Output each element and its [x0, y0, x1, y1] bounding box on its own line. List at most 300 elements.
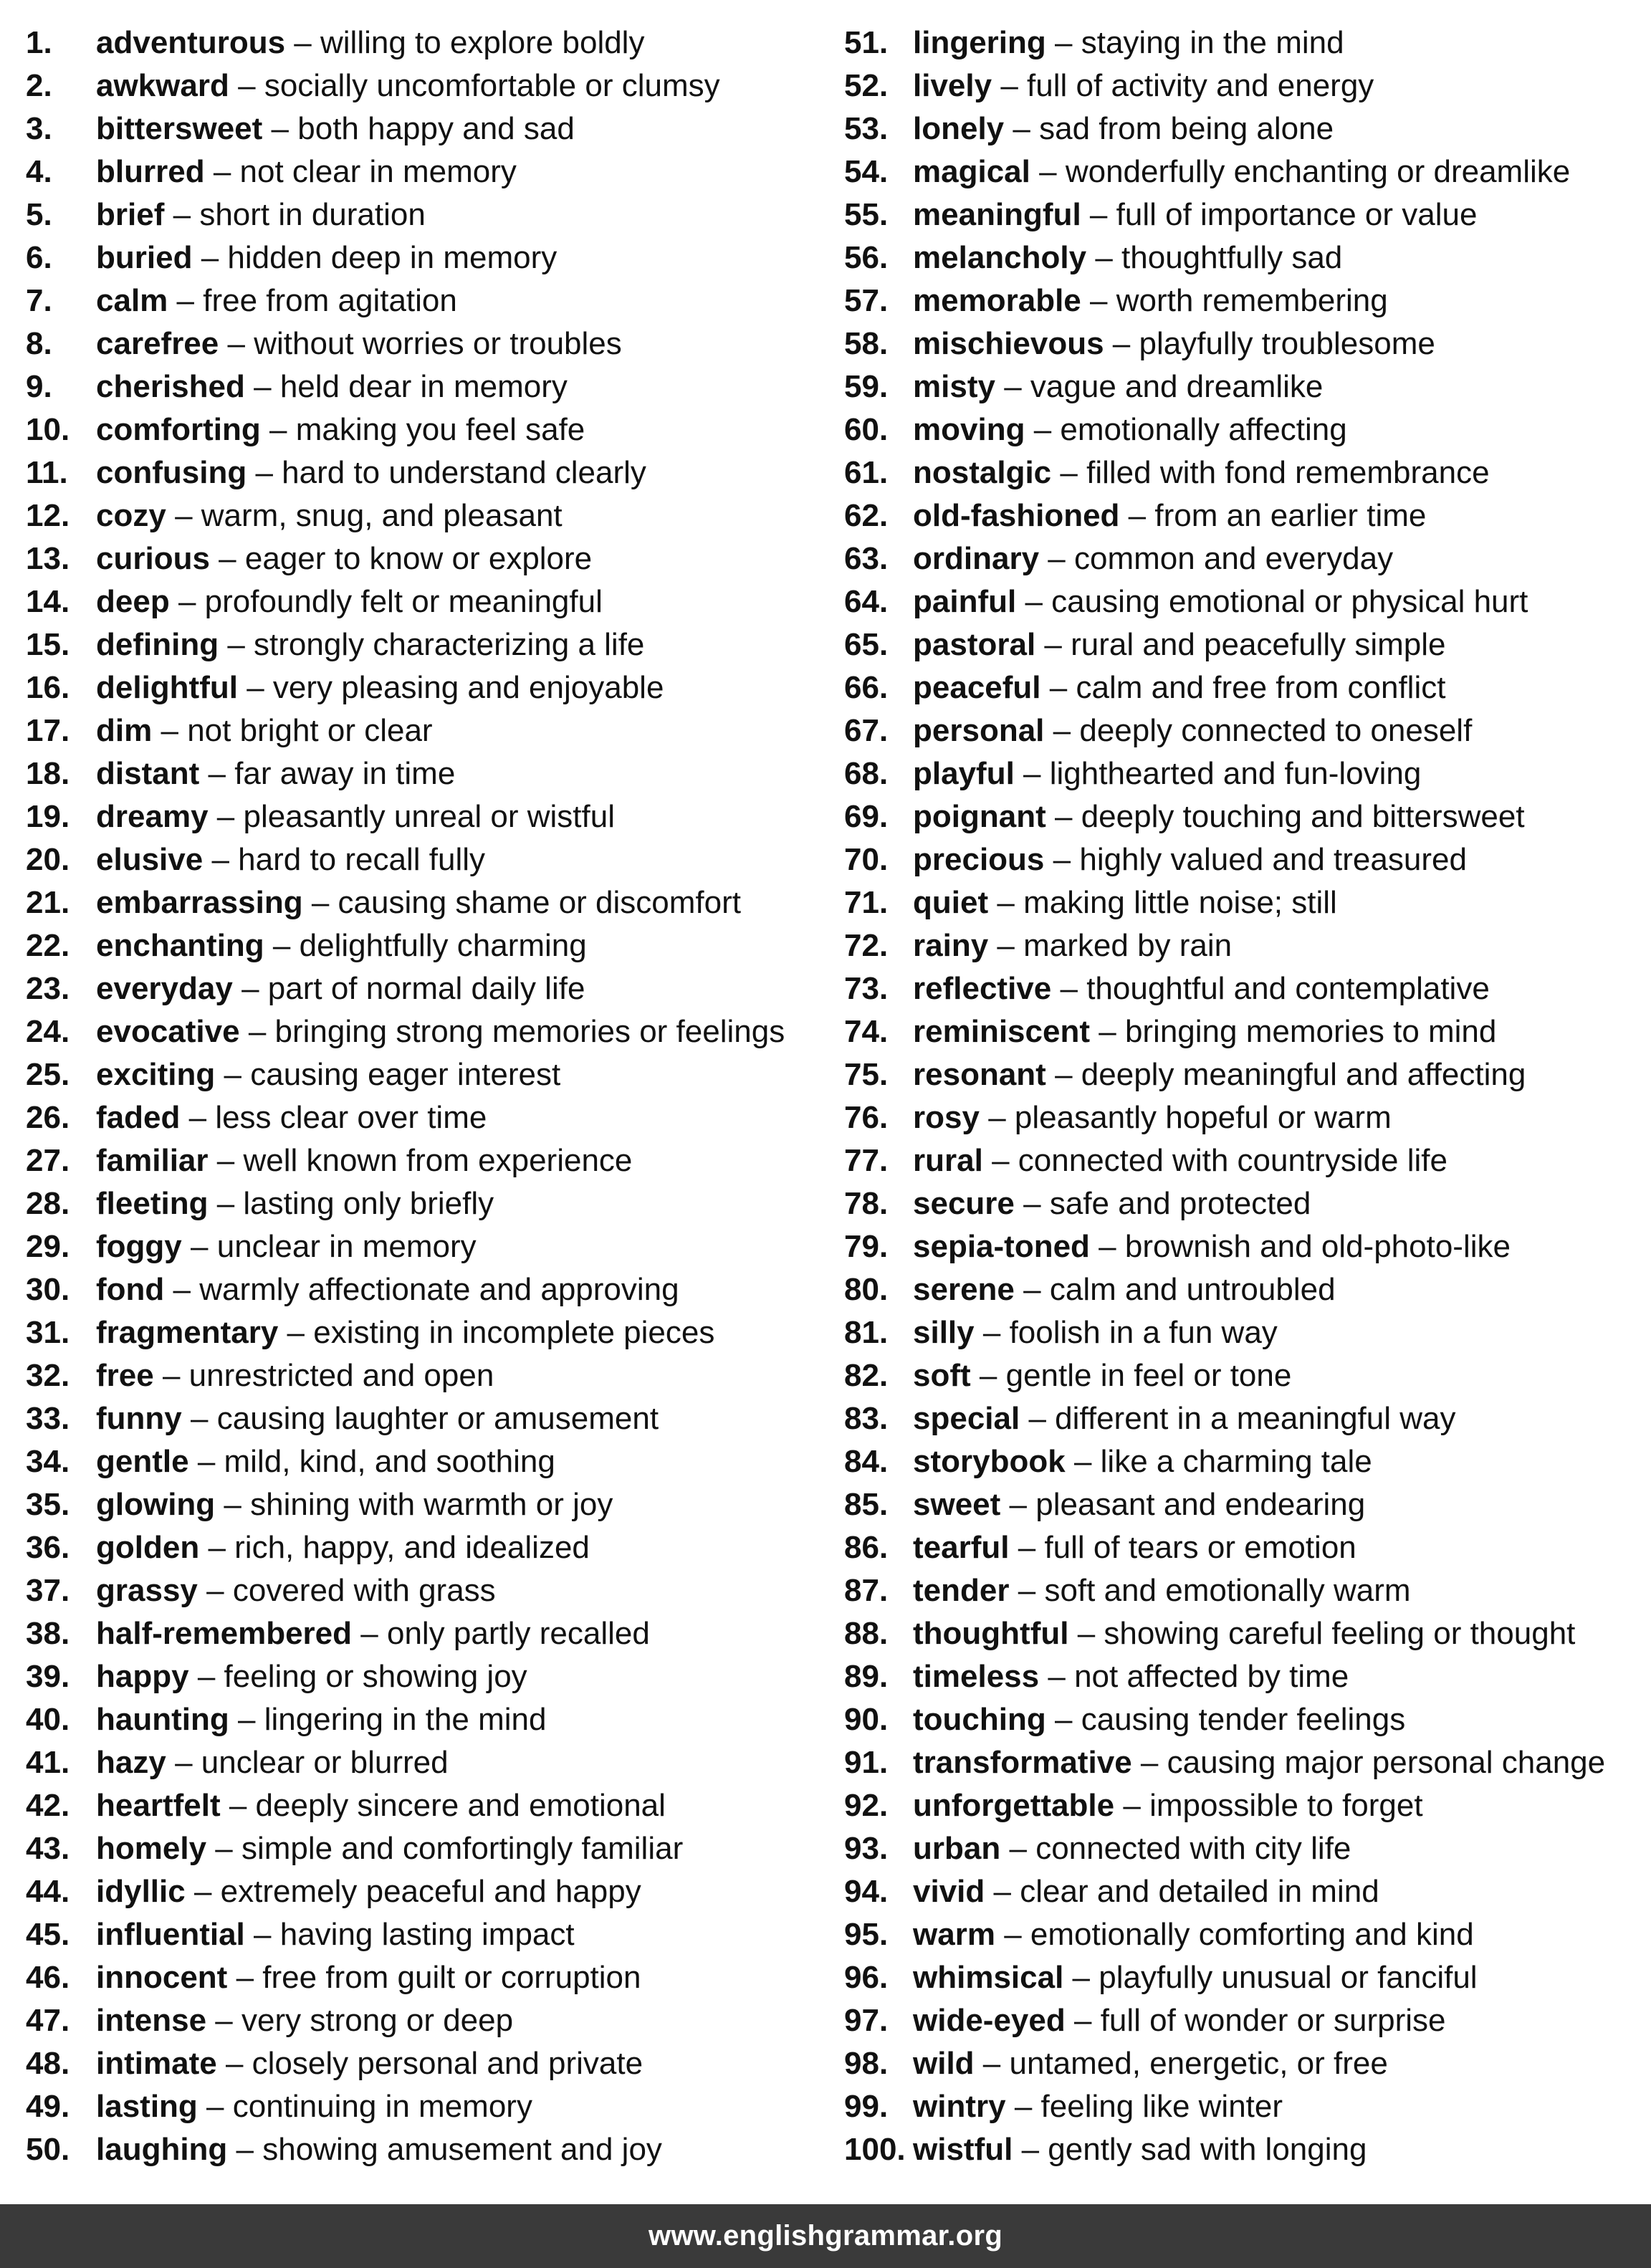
item-definition: making little noise; still	[1023, 885, 1337, 920]
item-word: memorable	[913, 283, 1081, 318]
list-item	[26, 924, 836, 967]
list-item	[26, 1354, 836, 1397]
item-separator: –	[215, 2003, 233, 2038]
item-number: 12.	[26, 498, 70, 533]
item-definition: showing careful feeling or thought	[1104, 1616, 1576, 1651]
item-definition: playfully unusual or fanciful	[1099, 1960, 1478, 1995]
item-definition: wonderfully enchanting or dreamlike	[1065, 154, 1571, 189]
item-separator: –	[216, 1143, 235, 1178]
list-item	[844, 1397, 1647, 1440]
item-definition: deeply touching and bittersweet	[1081, 799, 1525, 834]
item-definition: rich, happy, and idealized	[234, 1530, 590, 1565]
list-item	[844, 1999, 1647, 2042]
item-separator: –	[208, 1530, 226, 1565]
item-definition: very pleasing and enjoyable	[272, 670, 664, 705]
item-number: 9.	[26, 369, 52, 404]
item-word: bittersweet	[96, 111, 263, 146]
item-separator: –	[175, 498, 193, 533]
item-separator: –	[229, 1788, 247, 1823]
item-word: delightful	[96, 670, 238, 705]
list-item	[844, 1311, 1647, 1354]
list-item	[26, 1655, 836, 1698]
item-number: 57.	[844, 283, 889, 318]
item-separator: –	[255, 455, 273, 490]
item-number: 11.	[26, 455, 68, 490]
item-separator: –	[197, 1444, 216, 1479]
item-definition: less clear over time	[215, 1100, 487, 1135]
list-item	[844, 1870, 1647, 1913]
item-definition: common and everyday	[1074, 541, 1394, 576]
item-definition: warm, snug, and pleasant	[201, 498, 563, 533]
item-number: 47.	[26, 2003, 70, 2038]
list-item	[26, 1526, 836, 1569]
list-item	[844, 21, 1647, 64]
list-item	[26, 236, 836, 279]
list-item	[844, 1010, 1647, 1053]
list-item	[844, 107, 1647, 150]
item-separator: –	[1018, 1530, 1036, 1565]
item-definition: deeply meaningful and affecting	[1081, 1057, 1526, 1092]
list-item	[844, 1440, 1647, 1483]
list-item	[844, 1569, 1647, 1612]
item-number: 34.	[26, 1444, 70, 1479]
list-item	[26, 1870, 836, 1913]
item-word: warm	[913, 1917, 995, 1952]
item-number: 39.	[26, 1659, 70, 1694]
item-number: 90.	[844, 1702, 889, 1737]
item-number: 41.	[26, 1745, 70, 1780]
list-item	[844, 2042, 1647, 2085]
list-item	[26, 1096, 836, 1139]
item-number: 3.	[26, 111, 52, 146]
list-item	[844, 1354, 1647, 1397]
item-definition: gentle in feel or tone	[1005, 1358, 1292, 1393]
item-separator: –	[1018, 1573, 1036, 1608]
item-separator: –	[992, 1143, 1010, 1178]
item-word: urban	[913, 1831, 1001, 1866]
item-number: 42.	[26, 1788, 70, 1823]
item-definition: covered with grass	[232, 1573, 496, 1608]
item-word: curious	[96, 541, 210, 576]
item-word: comforting	[96, 412, 261, 447]
item-number: 20.	[26, 842, 70, 877]
list-item	[844, 1913, 1647, 1956]
item-number: 84.	[844, 1444, 889, 1479]
item-definition: mild, kind, and soothing	[224, 1444, 555, 1479]
item-number: 86.	[844, 1530, 889, 1565]
item-word: resonant	[913, 1057, 1046, 1092]
item-number: 91.	[844, 1745, 889, 1780]
list-item	[26, 279, 836, 322]
item-separator: –	[1123, 1788, 1141, 1823]
item-definition: rural and peacefully simple	[1071, 627, 1446, 662]
item-separator: –	[1073, 2003, 1092, 2038]
item-separator: –	[1044, 627, 1062, 662]
list-item	[844, 1612, 1647, 1655]
item-word: ordinary	[913, 541, 1040, 576]
item-word: transformative	[913, 1745, 1132, 1780]
list-item	[26, 623, 836, 666]
item-number: 60.	[844, 412, 889, 447]
item-word: mischievous	[913, 326, 1104, 361]
item-number: 69.	[844, 799, 889, 834]
list-item	[844, 623, 1647, 666]
list-item	[844, 580, 1647, 623]
item-separator: –	[188, 1100, 207, 1135]
item-definition: different in a meaningful way	[1055, 1401, 1456, 1436]
item-word: evocative	[96, 1014, 240, 1049]
item-word: rural	[913, 1143, 983, 1178]
item-word: calm	[96, 283, 168, 318]
item-word: exciting	[96, 1057, 216, 1092]
item-definition: causing shame or discomfort	[338, 885, 741, 920]
item-definition: profoundly felt or meaningful	[204, 584, 603, 619]
item-separator: –	[988, 1100, 1006, 1135]
list-item	[26, 1913, 836, 1956]
item-definition: making you feel safe	[295, 412, 585, 447]
item-number: 32.	[26, 1358, 70, 1393]
item-number: 33.	[26, 1401, 70, 1436]
item-word: elusive	[96, 842, 204, 877]
item-separator: –	[1028, 1401, 1046, 1436]
list-item	[844, 1741, 1647, 1784]
item-word: silly	[913, 1315, 975, 1350]
item-separator: –	[225, 2046, 244, 2081]
item-word: lasting	[96, 2089, 198, 2124]
item-word: haunting	[96, 1702, 229, 1737]
item-separator: –	[191, 1401, 209, 1436]
item-separator: –	[1023, 1272, 1041, 1307]
item-number: 31.	[26, 1315, 70, 1350]
item-separator: –	[191, 1229, 209, 1264]
item-separator: –	[271, 111, 289, 146]
item-word: thoughtful	[913, 1616, 1069, 1651]
item-number: 89.	[844, 1659, 889, 1694]
list-item	[844, 1784, 1647, 1827]
item-word: intense	[96, 2003, 207, 2038]
item-number: 87.	[844, 1573, 889, 1608]
list-item	[26, 537, 836, 580]
item-definition: continuing in memory	[232, 2089, 532, 2124]
list-item	[844, 1655, 1647, 1698]
item-separator: –	[1095, 240, 1113, 275]
item-separator: –	[1099, 1014, 1116, 1049]
item-definition: causing laughter or amusement	[216, 1401, 659, 1436]
list-item	[26, 1827, 836, 1870]
list-item	[844, 752, 1647, 795]
item-word: personal	[913, 713, 1045, 748]
item-separator: –	[254, 1917, 272, 1952]
list-item	[844, 1139, 1647, 1182]
item-definition: full of importance or value	[1116, 197, 1478, 232]
item-number: 62.	[844, 498, 889, 533]
list-item	[844, 1698, 1647, 1741]
item-word: old-fashioned	[913, 498, 1120, 533]
list-item	[844, 408, 1647, 451]
item-word: confusing	[96, 455, 247, 490]
item-word: wistful	[913, 2132, 1013, 2167]
item-number: 51.	[844, 25, 889, 60]
item-separator: –	[1009, 1487, 1028, 1522]
list-item	[844, 1182, 1647, 1225]
item-definition: only partly recalled	[386, 1616, 650, 1651]
item-word: hazy	[96, 1745, 166, 1780]
item-number: 16.	[26, 670, 70, 705]
list-item	[26, 1397, 836, 1440]
item-word: unforgettable	[913, 1788, 1115, 1823]
item-number: 94.	[844, 1874, 889, 1909]
item-number: 82.	[844, 1358, 889, 1393]
item-number: 92.	[844, 1788, 889, 1823]
item-separator: –	[227, 326, 245, 361]
item-word: foggy	[96, 1229, 182, 1264]
item-word: touching	[913, 1702, 1046, 1737]
item-separator: –	[311, 885, 330, 920]
list-item	[26, 1698, 836, 1741]
list-item	[26, 322, 836, 365]
item-word: happy	[96, 1659, 189, 1694]
item-separator: –	[173, 1272, 191, 1307]
list-item	[844, 2085, 1647, 2128]
item-word: glowing	[96, 1487, 216, 1522]
item-word: familiar	[96, 1143, 209, 1178]
list-item	[844, 709, 1647, 752]
item-separator: –	[1055, 25, 1073, 60]
item-word: misty	[913, 369, 995, 404]
item-separator: –	[215, 1831, 233, 1866]
item-word: laughing	[96, 2132, 228, 2167]
item-number: 44.	[26, 1874, 70, 1909]
item-number: 56.	[844, 240, 889, 275]
item-definition: delightfully charming	[299, 928, 587, 963]
item-number: 48.	[26, 2046, 70, 2081]
item-number: 1.	[26, 25, 52, 60]
item-definition: lingering in the mind	[264, 1702, 547, 1737]
item-definition: soft and emotionally warm	[1044, 1573, 1411, 1608]
item-definition: causing tender feelings	[1081, 1702, 1406, 1737]
item-number: 58.	[844, 326, 889, 361]
footer-bar	[0, 2204, 1651, 2268]
item-word: rainy	[913, 928, 989, 963]
item-number: 22.	[26, 928, 70, 963]
item-definition: pleasantly hopeful or warm	[1014, 1100, 1392, 1135]
item-number: 76.	[844, 1100, 889, 1135]
item-number: 97.	[844, 2003, 889, 2038]
list-item	[26, 1053, 836, 1096]
item-word: fleeting	[96, 1186, 209, 1221]
item-separator: –	[1060, 455, 1078, 490]
item-word: sweet	[913, 1487, 1001, 1522]
item-definition: filled with fond remembrance	[1086, 455, 1490, 490]
item-separator: –	[979, 1358, 997, 1393]
item-word: defining	[96, 627, 219, 662]
list-item	[26, 1182, 836, 1225]
item-word: buried	[96, 240, 193, 275]
item-separator: –	[224, 1057, 241, 1092]
item-definition: lasting only briefly	[243, 1186, 494, 1221]
item-definition: part of normal daily life	[267, 971, 585, 1006]
item-word: faded	[96, 1100, 181, 1135]
item-definition: showing amusement and joy	[262, 2132, 662, 2167]
item-word: wintry	[913, 2089, 1006, 2124]
item-separator: –	[1048, 1659, 1066, 1694]
item-definition: vague and dreamlike	[1030, 369, 1324, 404]
item-number: 30.	[26, 1272, 70, 1307]
item-separator: –	[1021, 2132, 1040, 2167]
list-item	[26, 967, 836, 1010]
item-word: precious	[913, 842, 1045, 877]
item-number: 15.	[26, 627, 70, 662]
item-word: fragmentary	[96, 1315, 279, 1350]
list-item	[26, 1569, 836, 1612]
item-number: 66.	[844, 670, 889, 705]
list-item	[844, 1526, 1647, 1569]
item-number: 95.	[844, 1917, 889, 1952]
item-number: 38.	[26, 1616, 70, 1651]
item-word: melancholy	[913, 240, 1087, 275]
list-item	[26, 1225, 836, 1268]
item-definition: existing in incomplete pieces	[313, 1315, 715, 1350]
item-word: cozy	[96, 498, 166, 533]
item-separator: –	[213, 154, 231, 189]
item-definition: unclear in memory	[216, 1229, 477, 1264]
list-item	[844, 1956, 1647, 1999]
item-number: 35.	[26, 1487, 70, 1522]
item-definition: clear and detailed in mind	[1020, 1874, 1379, 1909]
item-separator: –	[1048, 541, 1066, 576]
item-separator: –	[1073, 1444, 1092, 1479]
item-word: golden	[96, 1530, 200, 1565]
item-number: 52.	[844, 68, 889, 103]
item-word: special	[913, 1401, 1020, 1436]
item-number: 75.	[844, 1057, 889, 1092]
item-definition: full of tears or emotion	[1044, 1530, 1356, 1565]
list-item	[26, 795, 836, 838]
list-item	[26, 2042, 836, 2085]
item-separator: –	[287, 1315, 305, 1350]
item-separator: –	[1023, 756, 1041, 791]
list-item	[844, 1225, 1647, 1268]
item-number: 59.	[844, 369, 889, 404]
item-separator: –	[1000, 68, 1018, 103]
item-word: storybook	[913, 1444, 1066, 1479]
item-word: deep	[96, 584, 170, 619]
list-item	[26, 365, 836, 408]
item-number: 64.	[844, 584, 889, 619]
item-word: lingering	[913, 25, 1046, 60]
item-definition: connected with countryside life	[1018, 1143, 1448, 1178]
list-item	[26, 1440, 836, 1483]
list-item	[844, 924, 1647, 967]
item-number: 8.	[26, 326, 52, 361]
item-number: 98.	[844, 2046, 889, 2081]
item-separator: –	[208, 756, 226, 791]
item-word: serene	[913, 1272, 1015, 1307]
item-number: 93.	[844, 1831, 889, 1866]
list-item	[844, 236, 1647, 279]
item-definition: not bright or clear	[187, 713, 433, 748]
item-number: 80.	[844, 1272, 889, 1307]
item-definition: highly valued and treasured	[1079, 842, 1467, 877]
item-separator: –	[237, 1702, 256, 1737]
item-separator: –	[1014, 2089, 1033, 2124]
item-separator: –	[227, 627, 245, 662]
list-item	[26, 1010, 836, 1053]
item-word: half-remembered	[96, 1616, 353, 1651]
item-definition: free from guilt or corruption	[262, 1960, 641, 1995]
item-separator: –	[206, 1573, 224, 1608]
item-number: 27.	[26, 1143, 70, 1178]
list-item	[26, 408, 836, 451]
list-item	[844, 1268, 1647, 1311]
list-item	[26, 580, 836, 623]
item-definition: very strong or deep	[241, 2003, 514, 2038]
item-separator: –	[982, 1315, 1001, 1350]
item-definition: not clear in memory	[239, 154, 517, 189]
item-word: moving	[913, 412, 1025, 447]
item-number: 70.	[844, 842, 889, 877]
footer-website: www.englishgrammar.org	[648, 2220, 1003, 2252]
item-word: enchanting	[96, 928, 264, 963]
item-separator: –	[1072, 1960, 1091, 1995]
item-number: 29.	[26, 1229, 70, 1264]
item-definition: simple and comfortingly familiar	[241, 1831, 684, 1866]
item-separator: –	[216, 1186, 235, 1221]
item-separator: –	[1099, 1229, 1116, 1264]
item-number: 46.	[26, 1960, 70, 1995]
item-number: 79.	[844, 1229, 889, 1264]
item-number: 100.	[844, 2132, 906, 2167]
item-word: influential	[96, 1917, 245, 1952]
item-definition: far away in time	[234, 756, 456, 791]
item-number: 5.	[26, 197, 52, 232]
item-word: cherished	[96, 369, 245, 404]
list-item	[844, 666, 1647, 709]
list-item	[844, 2128, 1647, 2171]
item-number: 49.	[26, 2089, 70, 2124]
item-word: innocent	[96, 1960, 228, 1995]
item-definition: causing emotional or physical hurt	[1051, 584, 1528, 619]
item-definition: impossible to forget	[1149, 1788, 1423, 1823]
item-number: 54.	[844, 154, 889, 189]
item-word: wide-eyed	[913, 2003, 1066, 2038]
item-separator: –	[1053, 842, 1071, 877]
item-separator: –	[201, 240, 219, 275]
item-number: 99.	[844, 2089, 889, 2124]
item-number: 37.	[26, 1573, 70, 1608]
item-definition: deeply sincere and emotional	[255, 1788, 666, 1823]
item-word: heartfelt	[96, 1788, 221, 1823]
item-separator: –	[161, 713, 178, 748]
item-definition: full of wonder or surprise	[1100, 2003, 1446, 2038]
word-list-column-left	[26, 21, 836, 2171]
list-item	[26, 150, 836, 193]
item-word: adventurous	[96, 25, 286, 60]
item-separator: –	[241, 971, 259, 1006]
list-item	[844, 64, 1647, 107]
item-number: 88.	[844, 1616, 889, 1651]
item-word: quiet	[913, 885, 989, 920]
item-word: soft	[913, 1358, 971, 1393]
item-definition: emotionally affecting	[1060, 412, 1347, 447]
item-number: 17.	[26, 713, 70, 748]
item-definition: playfully troublesome	[1139, 326, 1435, 361]
item-separator: –	[1128, 498, 1147, 533]
item-separator: –	[1054, 1702, 1073, 1737]
item-separator: –	[248, 1014, 267, 1049]
item-word: poignant	[913, 799, 1046, 834]
item-number: 14.	[26, 584, 70, 619]
